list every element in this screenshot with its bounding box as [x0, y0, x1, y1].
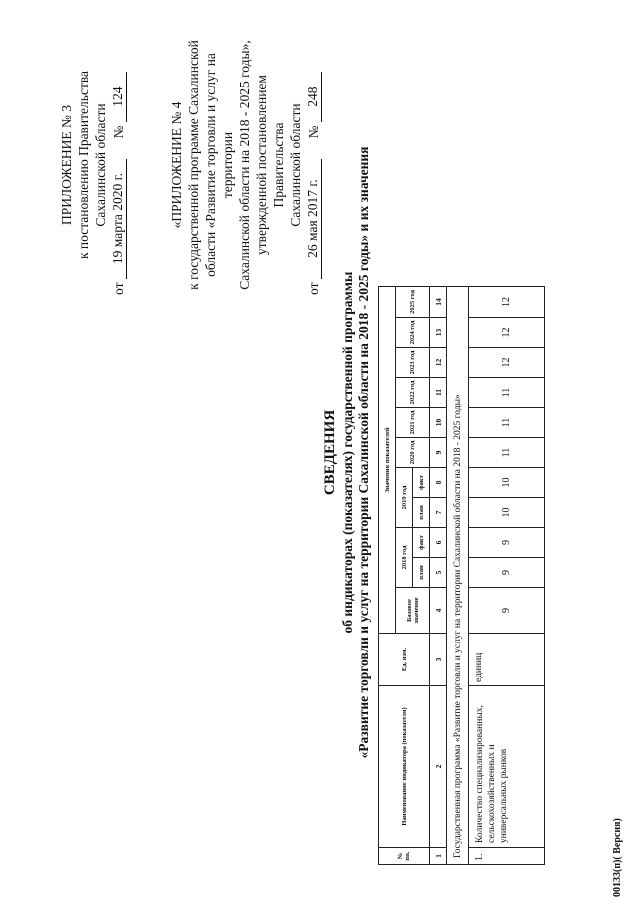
column-number: 11 [430, 378, 447, 408]
appendix-inner-date: 26 мая 2017 г. [304, 159, 322, 279]
appendix-inner-line: Сахалинской области [288, 103, 303, 227]
appendix-inner-title: «ПРИЛОЖЕНИЕ № 4 [169, 101, 184, 229]
value-cell: 11 [469, 438, 545, 468]
column-number: 3 [430, 634, 447, 686]
header-year-2023: 2023 год [396, 348, 430, 378]
appendix-title: ПРИЛОЖЕНИЕ № 3 [59, 104, 74, 226]
document-title: СВЕДЕНИЯ [322, 409, 338, 496]
value-cell: 12 [469, 348, 545, 378]
value-cell: 9 [469, 528, 545, 558]
value-cell: 12 [469, 287, 545, 318]
document-footer: 00133(п)( Версия) [612, 818, 623, 897]
header-year-2020: 2020 год [396, 438, 430, 468]
header-year-2022: 2022 год [396, 378, 430, 408]
header-year-2018: 2018 год [396, 528, 413, 588]
column-numbers-row [430, 287, 447, 865]
indicators-table [378, 286, 545, 865]
appendix-inner-line: Сахалинской области на 2018 - 2025 годы», [237, 40, 252, 290]
document-subtitle: об индикаторах (показателях) государственной программы [340, 271, 355, 634]
header-fact: факт [413, 468, 430, 498]
value-cell: 11 [469, 408, 545, 438]
value-cell: 12 [469, 318, 545, 348]
header-plan: план [413, 558, 430, 588]
number-label: № [306, 125, 321, 139]
appendix-line: к постановлению Правительства [76, 70, 91, 260]
column-number: 4 [430, 588, 447, 634]
column-number: 13 [430, 318, 447, 348]
indicator-name: Количество специализированных, сельскохозяйственных и универсальных рынков [469, 686, 545, 848]
appendix-inner-header [168, 35, 322, 295]
column-number: 5 [430, 558, 447, 588]
column-number: 7 [430, 498, 447, 528]
indicators-table-wrapper [378, 286, 545, 865]
appendix-line: Сахалинской области [93, 103, 108, 227]
appendix-inner-number: 248 [304, 72, 322, 122]
appendix-inner-line: к государственной программе Сахалинской [186, 40, 201, 290]
value-cell: 11 [469, 378, 545, 408]
header-plan: план [413, 498, 430, 528]
value-cell: 10 [469, 468, 545, 498]
value-cell: 9 [469, 588, 545, 634]
row-number: 1. [469, 848, 545, 865]
appendix-inner-date-row [304, 35, 322, 295]
header-year-2025: 2025 год [396, 287, 430, 318]
column-number: 9 [430, 438, 447, 468]
column-number: 8 [430, 468, 447, 498]
header-year-2024: 2024 год [396, 318, 430, 348]
document-subtitle: «Развитие торговли и услуг на территории Сахалинской области на 2018 - 2025 годы» и их значения [356, 146, 371, 759]
header-base-value: Базовое значение [396, 588, 430, 634]
value-cell: 9 [469, 558, 545, 588]
header-year-2019: 2019 год [396, 468, 413, 528]
indicator-unit: единиц [469, 634, 545, 686]
column-number: 14 [430, 287, 447, 318]
header-unit: Ед. изм. [379, 634, 430, 686]
header-values: Значения показателей [379, 287, 396, 634]
column-number: 6 [430, 528, 447, 558]
header-number: № пп. [379, 848, 430, 865]
program-title: Государственная программа «Развитие торговли и услуг на территории Сахалинской области на 2018 - 2025 годы» [447, 287, 469, 865]
appendix-header [58, 35, 127, 295]
appendix-inner-line: области «Развитие торговли и услуг на территории [203, 53, 235, 277]
header-year-2021: 2021 год [396, 408, 430, 438]
column-number: 1 [430, 848, 447, 865]
value-cell: 10 [469, 498, 545, 528]
column-number: 10 [430, 408, 447, 438]
table-row [469, 287, 545, 865]
appendix-date-row [109, 35, 127, 295]
from-label: от [306, 282, 321, 295]
number-label: № [111, 125, 126, 139]
appendix-number: 124 [109, 72, 127, 122]
header-fact: факт [413, 528, 430, 558]
from-label: от [111, 282, 126, 295]
program-row [447, 287, 469, 865]
appendix-inner-line: утвержденной постановлением Правительства [254, 75, 286, 255]
column-number: 2 [430, 686, 447, 848]
header-indicator-name: Наименование индикатора (показателя) [379, 686, 430, 848]
column-number: 12 [430, 348, 447, 378]
appendix-date: 19 марта 2020 г. [109, 159, 127, 279]
